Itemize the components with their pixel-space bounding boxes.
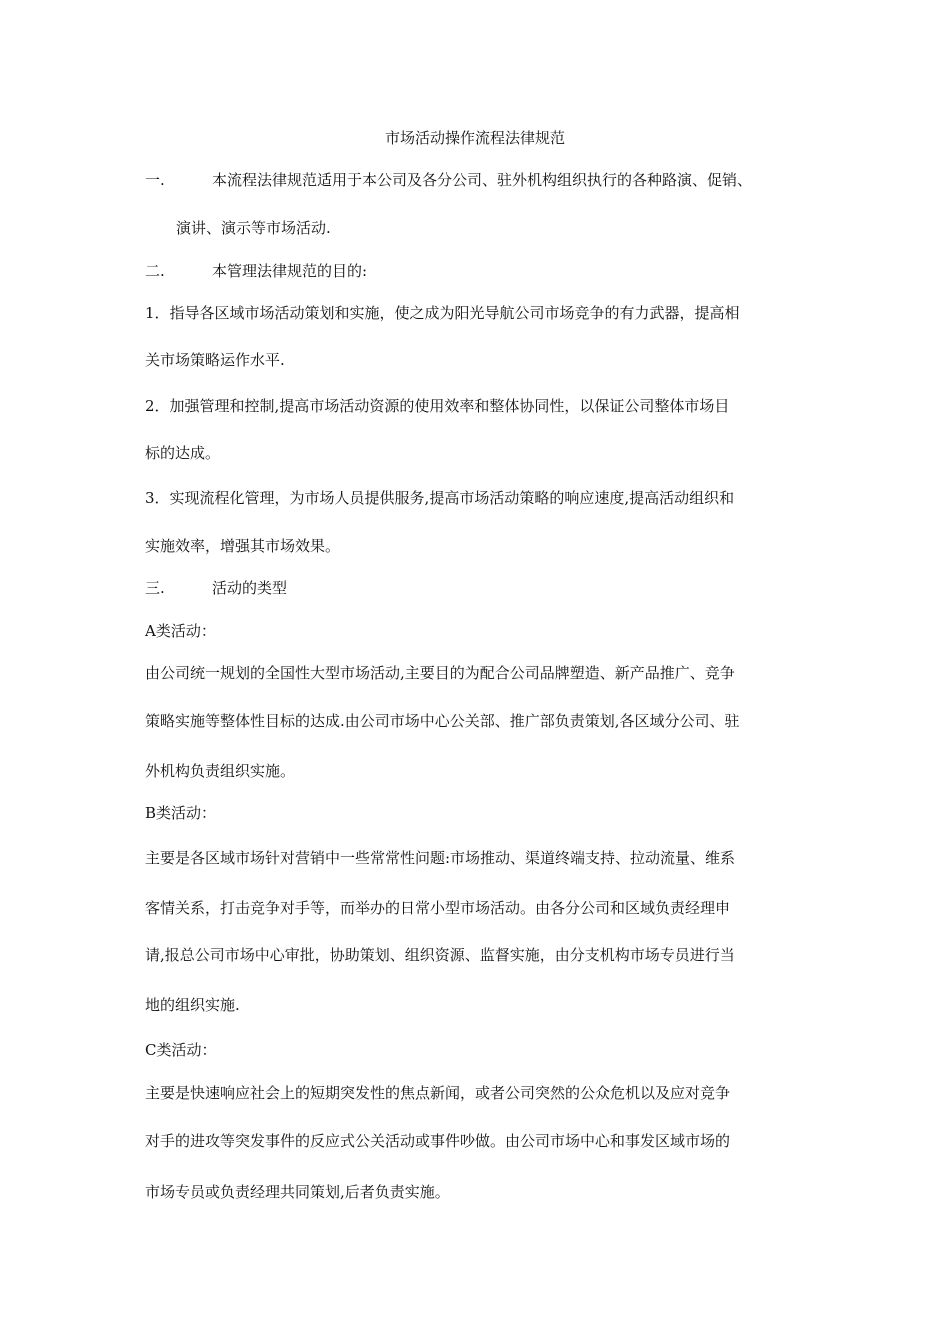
section-2-item-2-line-2: 标的达成。 [145, 444, 221, 462]
activity-b-line-3: 请,报总公司市场中心审批，协助策划、组织资源、监督实施，由分支机构市场专员进行当 [145, 946, 735, 964]
section-2-item-1-line-1: 1．指导各区域市场活动策划和实施，使之成为阳光导航公司市场竞争的有力武器，提高相 [145, 304, 740, 322]
activity-c-line-2: 对手的进攻等突发事件的反应式公关活动或事件吵做。由公司市场中心和事发区域市场的 [145, 1132, 731, 1150]
activity-c-line-3: 市场专员或负责经理共同策划,后者负责实施。 [145, 1183, 450, 1201]
activity-a-line-3: 外机构负责组织实施。 [145, 762, 296, 780]
section-2-item-3-line-1: 3．实现流程化管理，为市场人员提供服务,提高市场活动策略的响应速度,提高活动组织和 [145, 489, 735, 507]
section-3-number: 三. [145, 579, 165, 597]
section-2-item-3-line-2: 实施效率，增强其市场效果。 [145, 537, 341, 555]
section-3-heading: 活动的类型 [212, 579, 288, 597]
activity-b-line-1: 主要是各区域市场针对营销中一些常常性问题:市场推动、渠道终端支持、拉动流量、维系 [145, 849, 736, 867]
activity-b-line-2: 客情关系，打击竞争对手等，而举办的日常小型市场活动。由各分公司和区域负责经理申 [145, 899, 731, 917]
section-2-heading-line [145, 261, 367, 281]
activity-b-label: B类活动： [145, 804, 217, 822]
section-1-text-1: 本流程法律规范适用于本公司及各分公司、驻外机构组织执行的各种路演、促销、 [212, 171, 753, 189]
activity-a-line-2: 策略实施等整体性目标的达成.由公司市场中心公关部、推广部负责策划,各区域分公司、驻 [145, 712, 740, 730]
section-1-number: 一. [145, 171, 165, 189]
activity-a-line-1: 由公司统一规划的全国性大型市场活动,主要目的为配合公司品牌塑造、新产品推广、竞争 [145, 664, 735, 682]
activity-b-line-4: 地的组织实施. [145, 996, 240, 1014]
section-3-heading-line [145, 578, 287, 598]
document-title: 市场活动操作流程法律规范 [384, 129, 565, 147]
section-2-number: 二. [145, 262, 165, 280]
section-2-heading: 本管理法律规范的目的: [212, 262, 368, 280]
section-1-line-2: 演讲、演示等市场活动. [176, 219, 331, 237]
section-2-item-2-line-1: 2．加强管理和控制,提高市场活动资源的使用效率和整体协同性，以保证公司整体市场目 [145, 397, 730, 415]
activity-a-label: A类活动： [145, 622, 216, 640]
activity-c-line-1: 主要是快速响应社会上的短期突发性的焦点新闻，或者公司突然的公众危机以及应对竞争 [145, 1084, 731, 1102]
activity-c-label: C类活动： [145, 1041, 217, 1059]
section-2-item-1-line-2: 关市场策略运作水平. [145, 351, 285, 369]
section-1-line-1 [145, 170, 752, 190]
